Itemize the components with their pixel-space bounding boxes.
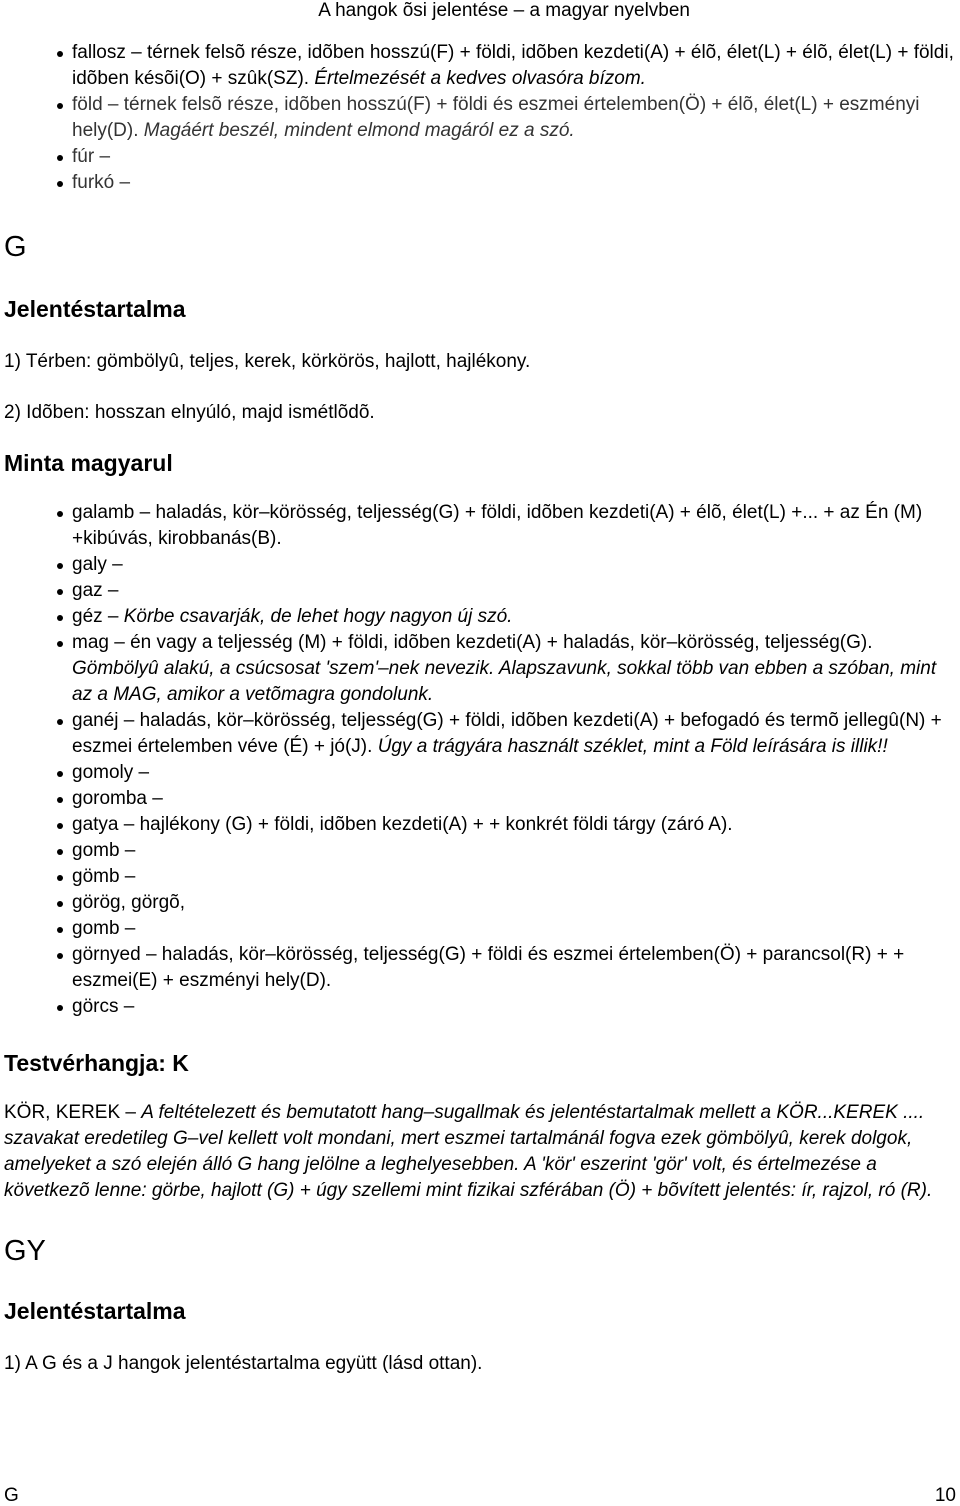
bullet-icon bbox=[57, 589, 63, 595]
sibling-paragraph bbox=[4, 1100, 954, 1204]
entry-text: görnyed – haladás, kör–körösség, teljesség(G) + földi és eszmei értelemben(Ö) + parancsol(R) + + eszmei(E) + eszményi hely(D). bbox=[72, 944, 905, 991]
top-word-list bbox=[4, 40, 954, 196]
list-item bbox=[72, 604, 954, 630]
entry-text: gomb – bbox=[72, 840, 136, 861]
bullet-icon bbox=[57, 155, 63, 161]
bullet-icon bbox=[57, 181, 63, 187]
entry-text: mag – én vagy a teljesség (M) + földi, idõben kezdeti(A) + haladás, kör–körösség, teljesség(G). bbox=[72, 632, 873, 653]
entry-text: goromba – bbox=[72, 788, 163, 809]
list-item bbox=[72, 942, 954, 994]
list-item bbox=[72, 786, 954, 812]
entry-comment: Úgy a trágyára használt széklet, mint a Föld leírására is illik!! bbox=[372, 736, 888, 757]
entry-text: fúr – bbox=[72, 146, 111, 167]
bullet-icon bbox=[57, 771, 63, 777]
bullet-icon bbox=[57, 927, 63, 933]
entry-text: görög, görgõ, bbox=[72, 892, 186, 913]
entry-text: furkó – bbox=[72, 172, 131, 193]
entry-text: ganéj – haladás, kör–körösség, teljesség(G) + földi, idõben kezdeti(A) + befogadó és termõ jellegû(N) + eszmei értelemben véve (É) + jó(J). bbox=[72, 710, 942, 757]
meaning-line: 2) Idõben: hosszan elnyúló, majd ismétlõdõ. bbox=[4, 402, 375, 423]
bullet-icon bbox=[57, 563, 63, 569]
entry-comment: Körbe csavarják, de lehet hogy nagyon új szó. bbox=[118, 606, 513, 627]
list-item bbox=[72, 552, 954, 578]
list-item bbox=[72, 760, 954, 786]
entry-comment: Gömbölyû alakú, a csúcsosat 'szem'–nek nevezik. Alapszavunk, sokkal több van ebben a szóban, mint az a MAG, amikor a vetõmagra gondolunk. bbox=[72, 658, 937, 705]
entry-text: görcs – bbox=[72, 996, 135, 1017]
list-item bbox=[72, 864, 954, 890]
entry-text: galamb – haladás, kör–körösség, teljesség(G) + földi, idõben kezdeti(A) + élõ, élet(L) +... + az Én (M) +kibúvás, kirobbanás(B). bbox=[72, 502, 923, 549]
bullet-icon bbox=[57, 901, 63, 907]
running-header: A hangok õsi jelentése – a magyar nyelvben bbox=[318, 0, 690, 21]
meaning-line: 1) Térben: gömbölyû, teljes, kerek, körkörös, hajlott, hajlékony. bbox=[4, 351, 531, 372]
bullet-icon bbox=[57, 823, 63, 829]
list-item bbox=[72, 994, 954, 1020]
bullet-icon bbox=[57, 849, 63, 855]
entry-text: gömb – bbox=[72, 866, 136, 887]
bullet-icon bbox=[57, 641, 63, 647]
footer-section-label: G bbox=[4, 1485, 19, 1506]
heading-sibling-sound: Testvérhangja: K bbox=[4, 1050, 189, 1076]
entry-text: gaz – bbox=[72, 580, 119, 601]
example-word-list bbox=[4, 500, 954, 1020]
entry-comment: Magáért beszél, mindent elmond magáról ez a szó. bbox=[138, 120, 575, 141]
heading-meaning: Jelentéstartalma bbox=[4, 296, 186, 322]
bullet-icon bbox=[57, 1005, 63, 1011]
bullet-icon bbox=[57, 797, 63, 803]
bullet-icon bbox=[57, 615, 63, 621]
list-item bbox=[72, 838, 954, 864]
sibling-commentary: A feltételezett és bemutatott hang–sugallmak és jelentéstartalmak mellett a KÖR...KEREK .... szavakat eredetileg G–vel kellett volt mondani, mert eszmei tartalmánál fogva ezek gömbölyû, kerek dolgok, amelyeket a szó elején álló G hang jelölne a leghelyesebben. A 'kör' eszerint 'gör' volt, és értelmezése a következõ lenne: görbe, hajlott (G) + úgy szellemi mint fizikai szférában (Ö) + bõvített jelentés: ír, rajzol, ró (R). bbox=[4, 1102, 933, 1201]
list-item bbox=[72, 916, 954, 942]
list-item bbox=[72, 500, 954, 552]
list-item bbox=[72, 578, 954, 604]
bullet-icon bbox=[57, 51, 63, 57]
bullet-icon bbox=[57, 875, 63, 881]
list-item bbox=[72, 890, 954, 916]
entry-text: gomoly – bbox=[72, 762, 150, 783]
heading-examples: Minta magyarul bbox=[4, 450, 173, 476]
bullet-icon bbox=[57, 719, 63, 725]
bullet-icon bbox=[57, 103, 63, 109]
entry-text: gatya – hajlékony (G) + földi, idõben kezdeti(A) + + konkrét földi tárgy (záró A). bbox=[72, 814, 733, 835]
entry-text: galy – bbox=[72, 554, 123, 575]
list-item bbox=[72, 708, 954, 760]
sibling-words: KÖR, KEREK – bbox=[4, 1102, 142, 1123]
list-item bbox=[72, 92, 954, 144]
list-item bbox=[72, 812, 954, 838]
meaning-line: 1) A G és a J hangok jelentéstartalma együtt (lásd ottan). bbox=[4, 1353, 483, 1374]
entry-text: géz – bbox=[72, 606, 119, 627]
page-number: 10 bbox=[934, 1485, 956, 1506]
list-item bbox=[72, 144, 954, 170]
entry-text: föld – térnek felsõ része, idõben hosszú(F) + földi és eszmei értelemben(Ö) + élõ, élet(L) + eszményi hely(D). bbox=[72, 94, 920, 141]
heading-meaning-gy: Jelentéstartalma bbox=[4, 1298, 186, 1324]
entry-comment: Értelmezését a kedves olvasóra bízom. bbox=[309, 68, 646, 89]
bullet-icon bbox=[57, 511, 63, 517]
bullet-icon bbox=[57, 953, 63, 959]
section-letter-gy: GY bbox=[4, 1235, 46, 1267]
entry-text: gomb – bbox=[72, 918, 136, 939]
page-body bbox=[4, 40, 954, 1377]
list-item bbox=[72, 40, 954, 92]
section-letter-g: G bbox=[4, 231, 27, 263]
list-item bbox=[72, 170, 954, 196]
entry-text: fallosz – térnek felsõ része, idõben hosszú(F) + földi, idõben kezdeti(A) + élõ, élet(L) + élõ, élet(L) + földi, idõben késõi(O) + szûk(SZ). bbox=[72, 42, 954, 89]
list-item bbox=[72, 630, 954, 708]
